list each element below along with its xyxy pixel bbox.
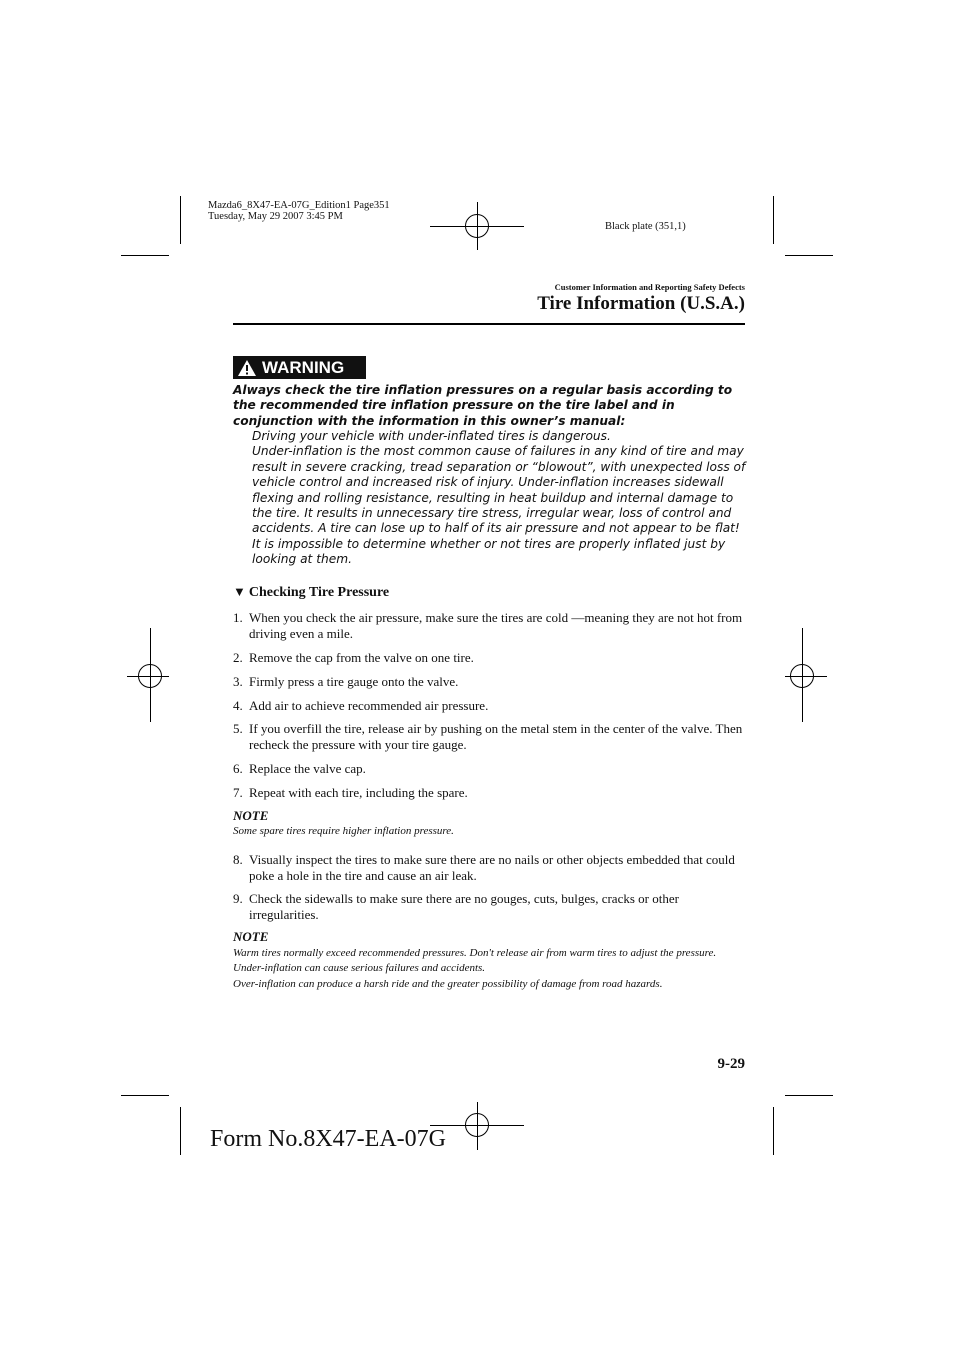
form-number: Form No.8X47-EA-07G (210, 1126, 446, 1152)
list-item (233, 785, 745, 801)
step-number: 9. (233, 891, 243, 906)
crop-mark (180, 1107, 181, 1155)
page-number: 9-29 (717, 1056, 745, 1072)
note-line: Warm tires normally exceed recommended pressures. Don't release air from warm tires to adjust the pressure. (233, 947, 717, 959)
list-item (233, 674, 745, 690)
note-line: Over-inflation can produce a harsh ride and the greater possibility of damage from road hazards. (233, 977, 663, 990)
step-text: If you overfill the tire, release air by pushing on the metal stem in the center of the valve. Then recheck the pressure with your tire gauge. (249, 721, 743, 752)
list-item (233, 721, 745, 752)
list-item (233, 852, 745, 883)
triangle-marker-icon: ▼ (233, 584, 246, 599)
black-plate-label: Black plate (351,1) (605, 221, 686, 232)
crop-mark (180, 196, 181, 244)
step-text: Firmly press a tire gauge onto the valve. (249, 674, 459, 689)
note-text: Some spare tires require higher inflation pressure. (233, 825, 454, 837)
registration-circle (465, 1113, 489, 1137)
print-date-info: Tuesday, May 29 2007 3:45 PM (208, 211, 343, 222)
step-number: 5. (233, 721, 243, 736)
list-item (233, 891, 745, 922)
list-item (233, 610, 745, 641)
note-text (233, 946, 745, 992)
warning-paragraph: Under-inflation is the most common cause of failures in any kind of tire and may result in severe cracking, tread separation or “blowout”, with unexpected loss of vehicle control and increased risk of injury. Under-inflation increases sidewall flexing and rolling resistance, resulting in heat buildup and internal damage to the tire. It results in unnecessary tire stress, irregular wear, loss of control and accidents. A tire can lose up to half of its air pressure and not appear to be flat! (252, 444, 746, 536)
step-text: Visually inspect the tires to make sure there are no nails or other objects embedded that could poke a hole in the tire and cause an air leak. (249, 852, 735, 883)
page-title: Tire Information (U.S.A.) (537, 293, 745, 314)
crop-mark (773, 1107, 774, 1155)
step-number: 4. (233, 698, 243, 713)
crop-mark (785, 1095, 833, 1096)
crop-mark (773, 196, 774, 244)
step-text: Repeat with each tire, including the spare. (249, 785, 468, 800)
warning-banner (233, 356, 366, 379)
registration-circle (790, 664, 814, 688)
step-number: 7. (233, 785, 243, 800)
note-line: Under-inflation can cause serious failures and accidents. (233, 962, 486, 975)
title-rule (233, 323, 745, 325)
crop-mark (785, 255, 833, 256)
warning-paragraph: It is impossible to determine whether or not tires are properly inflated just by looking at them. (252, 536, 726, 567)
step-text: Check the sidewalls to make sure there are no gouges, cuts, bulges, cracks or other irregularities. (249, 891, 679, 922)
step-text: When you check the air pressure, make sure the tires are cold —meaning they are not hot from driving even a mile. (249, 610, 743, 641)
crop-mark (121, 255, 169, 256)
registration-circle (138, 664, 162, 688)
list-item (233, 761, 745, 777)
step-text: Replace the valve cap. (249, 761, 366, 776)
step-number: 1. (233, 610, 243, 625)
warning-label: WARNING (262, 357, 345, 377)
step-text: Remove the cap from the valve on one tire. (249, 650, 474, 665)
note-heading: NOTE (233, 929, 269, 944)
note-heading: NOTE (233, 808, 269, 823)
crop-mark (121, 1095, 169, 1096)
step-number: 8. (233, 852, 243, 867)
warning-body (252, 429, 746, 568)
step-text: Add air to achieve recommended air pressure. (249, 698, 489, 713)
subsection-title: Checking Tire Pressure (248, 585, 390, 600)
subsection-heading (233, 584, 389, 601)
registration-circle (465, 214, 489, 238)
print-file-info: Mazda6_8X47-EA-07G_Edition1 Page351 (208, 200, 390, 211)
warning-paragraph: Driving your vehicle with under-inflated tires is dangerous. (252, 429, 611, 443)
step-number: 3. (233, 674, 243, 689)
list-item (233, 698, 745, 714)
list-item (233, 650, 745, 666)
step-number: 2. (233, 650, 243, 665)
section-heading: Customer Information and Reporting Safety Defects (554, 282, 745, 292)
warning-lead: Always check the tire inflation pressures on a regular basis according to the recommended tire inflation pressure on the tire label and in conjunction with the information in this owner’s manual: (233, 383, 733, 428)
step-number: 6. (233, 761, 243, 776)
warning-triangle-icon (237, 359, 257, 377)
